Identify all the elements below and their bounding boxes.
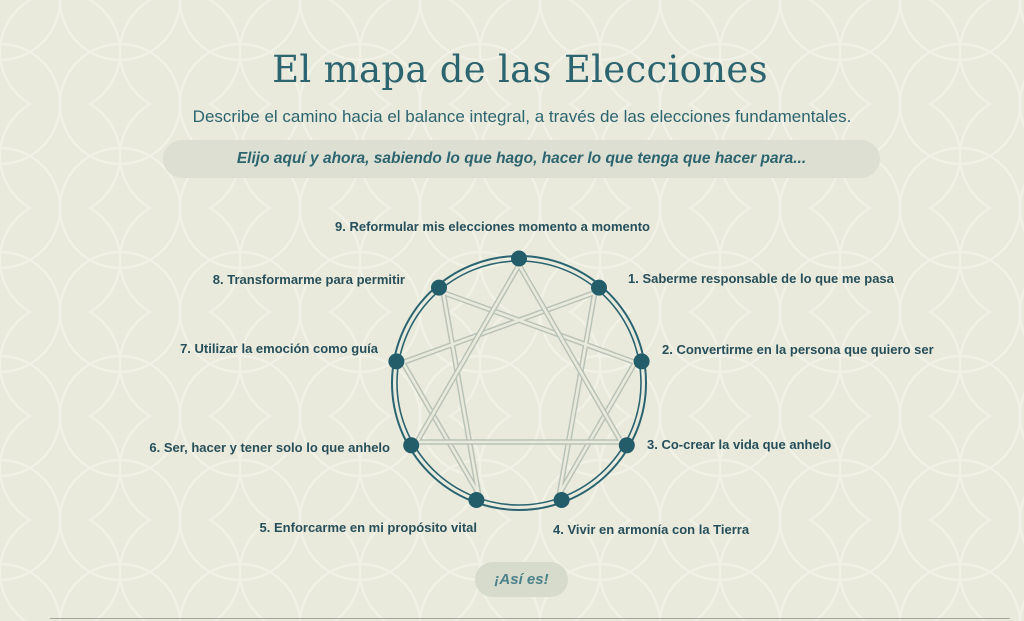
choice-label-7: 7. Utilizar la emoción como guía: [180, 341, 378, 356]
choice-label-2: 2. Convertirme en la persona que quiero ser: [662, 342, 934, 357]
page-subtitle: Describe el camino hacia el balance integral, a través de las elecciones fundamentales.: [192, 107, 852, 126]
asi-es-button[interactable]: ¡Así es!: [475, 562, 568, 597]
choice-label-9: 9. Reformular mis elecciones momento a momento: [335, 219, 650, 234]
choice-label-4: 4. Vivir en armonía con la Tierra: [553, 522, 750, 537]
bottom-divider: [50, 618, 1010, 619]
choice-label-6: 6. Ser, hacer y tener solo lo que anhelo: [149, 440, 390, 455]
choice-label-3: 3. Co-crear la vida que anhelo: [647, 437, 832, 452]
choice-node-7: [388, 353, 404, 369]
outer-circle-inner: [397, 261, 641, 505]
choice-label-5: 5. Enforcarme en mi propósito vital: [259, 520, 477, 535]
choice-node-5: [468, 492, 484, 508]
choice-label-8: 8. Transformarme para permitir: [212, 272, 405, 287]
outer-circle-outer: [392, 256, 646, 510]
enneagram-inner-figure: [403, 265, 635, 494]
choice-node-8: [431, 280, 447, 296]
choice-node-1: [591, 280, 607, 296]
page-title: El mapa de las Elecciones: [272, 48, 768, 91]
hexad-line-outline: [403, 293, 635, 494]
choice-label-1: 1. Saberme responsable de lo que me pasa: [628, 271, 894, 286]
choice-node-2: [634, 353, 650, 369]
choice-nodes: [388, 251, 649, 509]
intro-statement-text: Elijo aquí y ahora, sabiendo lo que hago, hacer lo que tenga que hacer para...: [236, 150, 807, 167]
choice-node-9: [511, 251, 527, 267]
choice-node-4: [554, 492, 570, 508]
choice-node-3: [619, 437, 635, 453]
choice-node-6: [403, 437, 419, 453]
